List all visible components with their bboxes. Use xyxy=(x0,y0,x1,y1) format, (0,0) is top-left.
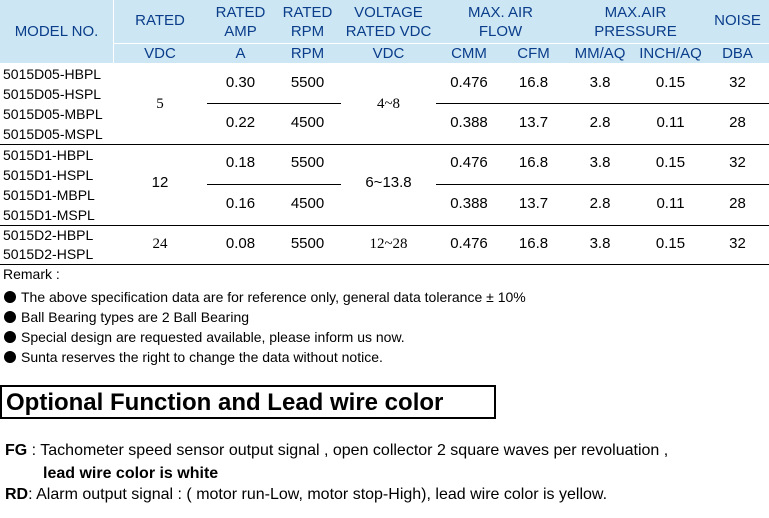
bullet-icon xyxy=(4,351,16,363)
model-no: 5015D05-MBPL xyxy=(3,106,103,122)
rated-vdc: 24 xyxy=(152,236,168,252)
remark-item xyxy=(4,348,383,366)
model-no: 5015D2-HSPL xyxy=(3,246,94,262)
section-heading-box xyxy=(0,385,496,419)
unit-inchaq: INCH/AQ xyxy=(639,45,702,62)
table-header xyxy=(0,0,769,63)
remark-text: Ball Bearing types are 2 Ball Bearing xyxy=(21,309,250,325)
header-rated-rpm-2: RPM xyxy=(290,23,325,40)
cmm-value: 0.476 xyxy=(450,74,488,91)
mmaq-value: 2.8 xyxy=(589,114,611,131)
header-rated-amp-2: AMP xyxy=(224,23,257,40)
row-divider xyxy=(207,103,341,104)
row-divider xyxy=(207,184,341,185)
inchaq-value: 0.15 xyxy=(655,154,686,171)
unit-dba: DBA xyxy=(722,45,753,62)
header-air-pressure-1: MAX.AIR xyxy=(604,4,667,21)
bullet-icon xyxy=(4,291,16,303)
amp-value: 0.08 xyxy=(225,235,256,252)
mmaq-value: 3.8 xyxy=(589,74,611,91)
remark-item xyxy=(4,308,249,326)
inchaq-value: 0.11 xyxy=(656,114,685,131)
cmm-value: 0.388 xyxy=(450,195,488,212)
rpm-value: 5500 xyxy=(290,154,325,171)
rated-vdc: 12 xyxy=(151,174,169,191)
header-air-pressure-2: PRESSURE xyxy=(594,23,677,40)
cfm-value: 16.8 xyxy=(518,154,549,171)
unit-amp: A xyxy=(235,45,246,62)
header-air-flow-2: FLOW xyxy=(478,23,523,40)
inchaq-value: 0.15 xyxy=(655,235,686,252)
cmm-value: 0.476 xyxy=(450,235,488,252)
unit-rpm: RPM xyxy=(290,45,325,62)
amp-value: 0.22 xyxy=(225,114,256,131)
amp-value: 0.30 xyxy=(225,74,256,91)
remark-text: Sunta reserves the right to change the data without notice. xyxy=(21,349,383,365)
model-no: 5015D1-HBPL xyxy=(3,147,94,163)
remark-text: Special design are requested available, please inform us now. xyxy=(21,329,405,345)
dba-value: 28 xyxy=(729,114,746,131)
row-divider xyxy=(436,184,769,185)
header-air-flow-1: MAX. AIR xyxy=(467,4,534,21)
model-no: 5015D1-MBPL xyxy=(3,187,95,203)
amp-value: 0.18 xyxy=(225,154,256,171)
table-bottom-border xyxy=(0,264,769,265)
header-rated-amp-1: RATED xyxy=(215,4,266,21)
dba-value: 32 xyxy=(729,74,746,91)
unit-cfm: CFM xyxy=(517,45,550,62)
unit-voltage-vdc: VDC xyxy=(372,45,405,62)
header-voltage-1: VOLTAGE xyxy=(354,4,423,21)
bullet-icon xyxy=(4,311,16,323)
rpm-value: 4500 xyxy=(290,114,325,131)
group-divider xyxy=(0,144,769,145)
inchaq-value: 0.11 xyxy=(656,195,685,212)
voltage-range: 4~8 xyxy=(376,96,401,112)
mmaq-value: 2.8 xyxy=(589,195,611,212)
rd-text: : Alarm output signal : ( motor run-Low, motor stop-High), lead wire color is yellow. xyxy=(28,486,608,503)
row-divider xyxy=(436,103,769,104)
rd-key: RD xyxy=(5,486,29,503)
model-no: 5015D1-MSPL xyxy=(3,207,95,223)
unit-rated-vdc: VDC xyxy=(144,45,176,62)
mmaq-value: 3.8 xyxy=(589,235,611,252)
rpm-value: 4500 xyxy=(290,195,325,212)
cmm-value: 0.476 xyxy=(450,154,488,171)
bullet-icon xyxy=(4,331,16,343)
voltage-range: 12~28 xyxy=(369,236,408,252)
rated-vdc: 5 xyxy=(156,96,164,112)
fg-text: : Tachometer speed sensor output signal , open collector 2 square waves per revoluation , xyxy=(27,442,669,459)
remark-text: The above specification data are for reference only, general data tolerance ± 10% xyxy=(21,289,526,305)
header-divider xyxy=(113,43,769,44)
header-noise: NOISE xyxy=(714,12,761,29)
model-no: 5015D05-HSPL xyxy=(3,86,102,102)
remark-title: Remark : xyxy=(3,266,60,282)
inchaq-value: 0.15 xyxy=(655,74,686,91)
cfm-value: 16.8 xyxy=(518,235,549,252)
fg-key: FG xyxy=(5,442,28,459)
remark-item xyxy=(4,288,526,306)
cfm-value: 16.8 xyxy=(518,74,549,91)
remark-item xyxy=(4,328,405,346)
header-rated: RATED xyxy=(135,12,185,29)
header-vline xyxy=(113,0,114,63)
rpm-value: 5500 xyxy=(290,235,325,252)
model-no: 5015D1-HSPL xyxy=(3,167,94,183)
unit-mmaq: MM/AQ xyxy=(574,45,626,62)
group-divider xyxy=(0,225,769,226)
section-title: Optional Function and Lead wire color xyxy=(6,389,444,416)
rpm-value: 5500 xyxy=(290,74,325,91)
fg-line xyxy=(5,441,668,461)
amp-value: 0.16 xyxy=(225,195,256,212)
dba-value: 32 xyxy=(729,235,746,252)
voltage-range: 6~13.8 xyxy=(365,174,412,191)
header-model: MODEL NO. xyxy=(14,23,99,40)
cfm-value: 13.7 xyxy=(518,195,549,212)
model-no: 5015D2-HBPL xyxy=(3,227,94,243)
mmaq-value: 3.8 xyxy=(589,154,611,171)
cfm-value: 13.7 xyxy=(518,114,549,131)
model-no: 5015D05-MSPL xyxy=(3,126,103,142)
header-rated-rpm-1: RATED xyxy=(282,4,333,21)
fg-line-2: lead wire color is white xyxy=(43,465,219,482)
header-voltage-2: RATED VDC xyxy=(345,23,432,40)
dba-value: 28 xyxy=(729,195,746,212)
dba-value: 32 xyxy=(729,154,746,171)
model-no: 5015D05-HBPL xyxy=(3,66,102,82)
unit-cmm: CMM xyxy=(451,45,487,62)
cmm-value: 0.388 xyxy=(450,114,488,131)
rd-line xyxy=(5,485,607,505)
